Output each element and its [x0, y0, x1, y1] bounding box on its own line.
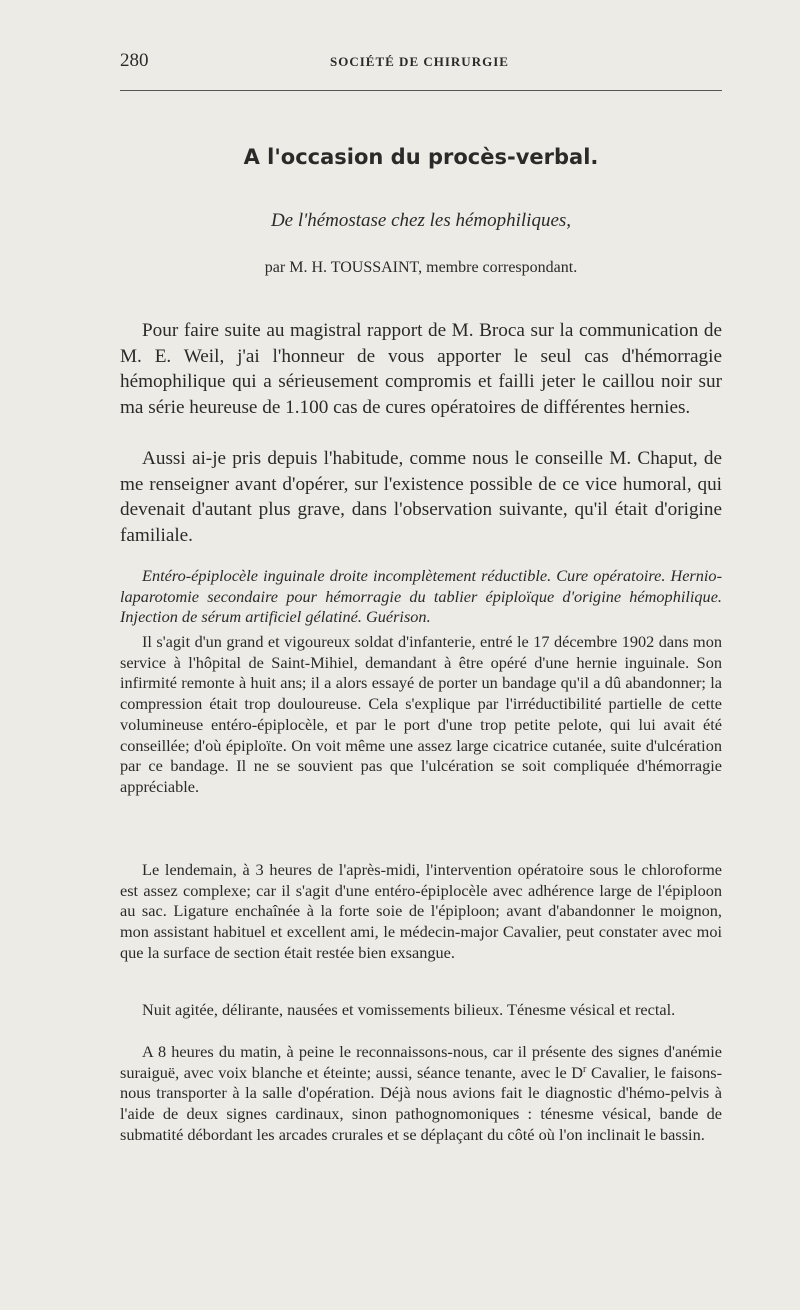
- paragraph-intro: Pour faire suite au magistral rapport de M. Broca sur la communication de M. E. Weil, j'ai l'honneur de vous apporter le seul cas d'hémorragie hémophilique qui a sérieusement compromis et failli jeter le caillou noir sur ma série heureuse de 1.100 cas de cures opératoires de différentes hernies.: [120, 320, 722, 418]
- article-subtitle: De l'hémostase chez les hémophiliques,: [270, 210, 572, 231]
- paragraph-morning-start: A 8 heures du matin, à peine le reconnaissons-nous, car il présente des signes d'anémie suraiguë, avec voix blanche et éteinte; aussi, séance tenante, avec le D: [120, 1042, 722, 1082]
- doctor-abbrev-superscript: r: [583, 1063, 587, 1075]
- paragraph-patient: Il s'agit d'un grand et vigoureux soldat d'infanterie, entré le 17 décembre 1902 dans mon service à l'hôpital de Saint-Mihiel, demandant à être opéré d'une hernie inguinale. Son infirmité remonte à huit ans; il a alors essayé de porter un bandage qu'il a dû abandonner; la compression était trop douloureuse. Cela s'explique par l'irréductibilité partielle de cette volumineuse entéro-épiplocèle, et par le port d'une trop petite pelote, qui lui avait été conseillée; d'où épiploïte. On voit même une assez large cicatrice cutanée, suite d'ulcération par ce bandage. Il ne se souvient pas que l'ulcération se soit compliquée d'hémorragie appréciable.: [120, 632, 722, 796]
- running-title: SOCIÉTÉ DE CHIRURGIE: [330, 54, 509, 69]
- paragraph-night: Nuit agitée, délirante, nausées et vomissements bilieux. Ténesme vésical et rectal.: [142, 1000, 676, 1019]
- author-byline: par M. H. TOUSSAINT, membre correspondant.: [264, 259, 578, 276]
- paragraph-habit: Aussi ai-je pris depuis l'habitude, comme nous le conseille M. Chaput, de me renseigner avant d'opérer, sur l'existence possible de ce vice humoral, qui devenait d'autant plus grave, dans l'observation suivante, qu'il était d'origine familiale.: [120, 448, 722, 546]
- paragraph-morning-end: Cavalier, le faisons-nous transporter à la salle d'opération. Déjà nous avions fait le diagnostic d'hémo-pelvis à l'aide de deux signes cardinaux, sinon pathognomoniques : ténesme vésical, bande de submatité débordant les arcades crurales et se déplaçant du côté où l'on inclinait le bassin.: [120, 1062, 722, 1144]
- paragraph-morning: [120, 1042, 722, 1146]
- case-title: Entéro-épiplocèle inguinale droite incomplètement réductible. Cure opératoire. Hernio-laparotomie secondaire pour hémorragie du tablier épiploïque d'origine hémophilique. Injection de sérum artificiel gélatiné. Guérison.: [120, 566, 722, 627]
- paragraph-operation: Le lendemain, à 3 heures de l'après-midi, l'intervention opératoire sous le chloroforme est assez complexe; car il s'agit d'une entéro-épiplocèle avec adhérence large de l'épiploon au sac. Ligature enchaînée à la forte soie de l'épiploon; avant d'abandonner le moignon, mon assistant habituel et excellent ami, le médecin-major Cavalier, peut constater avec moi que la surface de section était restée bien exsangue.: [120, 860, 722, 962]
- page-number: 280: [120, 50, 149, 71]
- section-heading: A l'occasion du procès-verbal.: [243, 145, 599, 169]
- header-rule: [120, 90, 722, 91]
- running-header: [120, 50, 722, 74]
